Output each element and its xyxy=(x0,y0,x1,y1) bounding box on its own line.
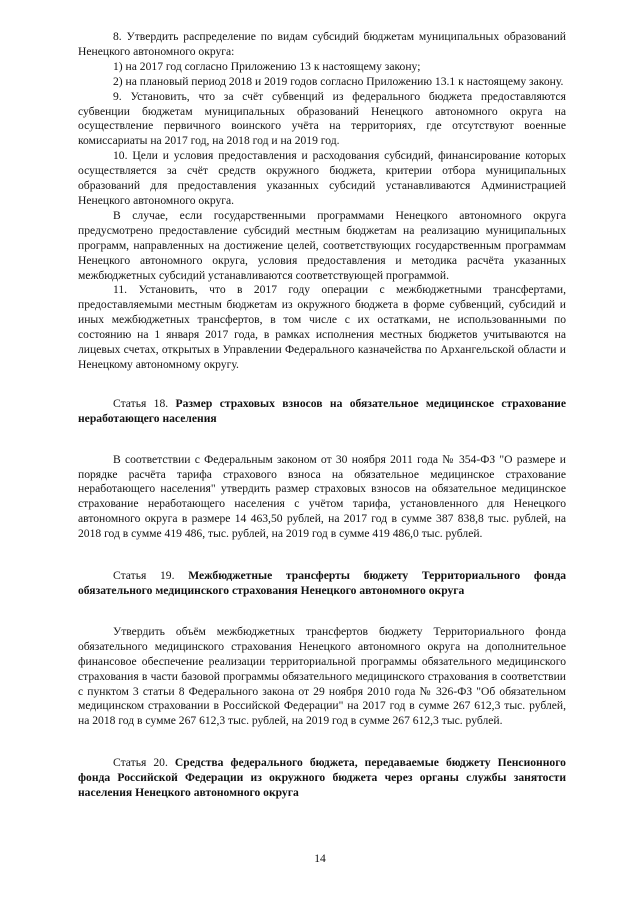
paragraph-9: 9. Установить, что за счёт субвенций из федерального бюджета предоставляются субвенции бюджетам муниципальных образований Ненецкого автономного округа на осуществление первичного воинского учёта на территориях, где отсутствуют военные комиссариаты на 2017 год, на 2018 год и на 2019 год. xyxy=(78,89,566,148)
article-18-heading xyxy=(78,397,566,427)
article-19-heading xyxy=(78,569,566,599)
paragraph-10: 10. Цели и условия предоставления и расходования субсидий, финансирование которых осуществляется за счёт средств окружного бюджета, критерии отбора муниципальных образований для предоставления указанных субсидий устанавливаются Администрацией Ненецкого автономного округа. xyxy=(78,149,566,207)
paragraph-8: 8. Утвердить распределение по видам субсидий бюджетам муниципальных образований Ненецкого автономного округа: xyxy=(78,30,566,58)
article-20-number: Статья 20. xyxy=(113,756,168,770)
article-19-title: Межбюджетные трансферты бюджету Территориального фонда обязательного медицинского страхования Ненецкого автономного округа xyxy=(78,569,566,597)
paragraph-8-item-1: 1) на 2017 год согласно Приложению 13 к настоящему закону; xyxy=(113,59,421,73)
article-20-title: Средства федерального бюджета, передаваемые бюджету Пенсионного фонда Российской Федерации из окружного бюджета через органы службы занятости населения Ненецкого автономного округа xyxy=(78,756,566,800)
article-19-body: Утвердить объём межбюджетных трансфертов бюджету Территориального фонда обязательного медицинского страхования Ненецкого автономного округа на дополнительное финансовое обеспечение реализации территориальной программы обязательного медицинского страхования в части базовой программы обязательного медицинского страхования в соответствии с пунктом 3 статьи 8 Федерального закона от 29 ноября 2010 года № 326-ФЗ "Об обязательном медицинском страховании в Российской Федерации" на 2017 год в сумме 267 612,3 тыс. рублей, на 2018 год в сумме 267 612,3 тыс. рублей, на 2019 год в сумме 267 612,3 тыс. рублей. xyxy=(78,624,566,728)
paragraph-11: 11. Установить, что в 2017 году операции с межбюджетными трансфертами, предоставляемыми местным бюджетам из окружного бюджета в форме субвенций, субсидий и иных межбюджетных трансфертов, в том числе с их остатками, не использованными по состоянию на 1 января 2017 года, в рамках исполнения местных бюджетов учитываются на лицевых счетах, открытых в Управлении Федерального казначейства по Архангельской области и Ненецкому автономному округу. xyxy=(78,283,566,371)
article-19-number: Статья 19. xyxy=(113,569,175,583)
document-page xyxy=(78,30,566,801)
article-18-number: Статья 18. xyxy=(113,396,169,410)
page-number: 14 xyxy=(314,852,326,865)
paragraph-8-item-2: 2) на плановый период 2018 и 2019 годов согласно Приложению 13.1 к настоящему закону. xyxy=(113,74,564,88)
article-20-heading xyxy=(78,756,566,801)
article-18-title: Размер страховых взносов на обязательное медицинское страхование неработающего населения xyxy=(78,396,566,425)
article-18-body: В соответствии с Федеральным законом от 30 ноября 2011 года № 354-ФЗ "О размере и порядке расчёта тарифа страхового взноса на обязательное медицинское страхование неработающего населения" утвердить размер страховых взносов на обязательное медицинское страхование неработающего населения с учётом тарифа, установленного для Ненецкого автономного округа в размере 14 463,50 рублей, на 2017 год в сумме 387 838,8 тыс. рублей, на 2018 год в сумме 419 486, тыс. рублей, на 2019 год в сумме 419 486,0 тыс. рублей. xyxy=(78,452,566,541)
paragraph-10-continued: В случае, если государственными программами Ненецкого автономного округа предусмотрено предоставление субсидий местным бюджетам на реализацию муниципальных программ, направленных на достижение целей, соответствующих государственным программам Ненецкого автономного округа, условия предоставления и методика расчёта указанных межбюджетных субсидий устанавливаются соответствующей программой. xyxy=(78,208,566,282)
